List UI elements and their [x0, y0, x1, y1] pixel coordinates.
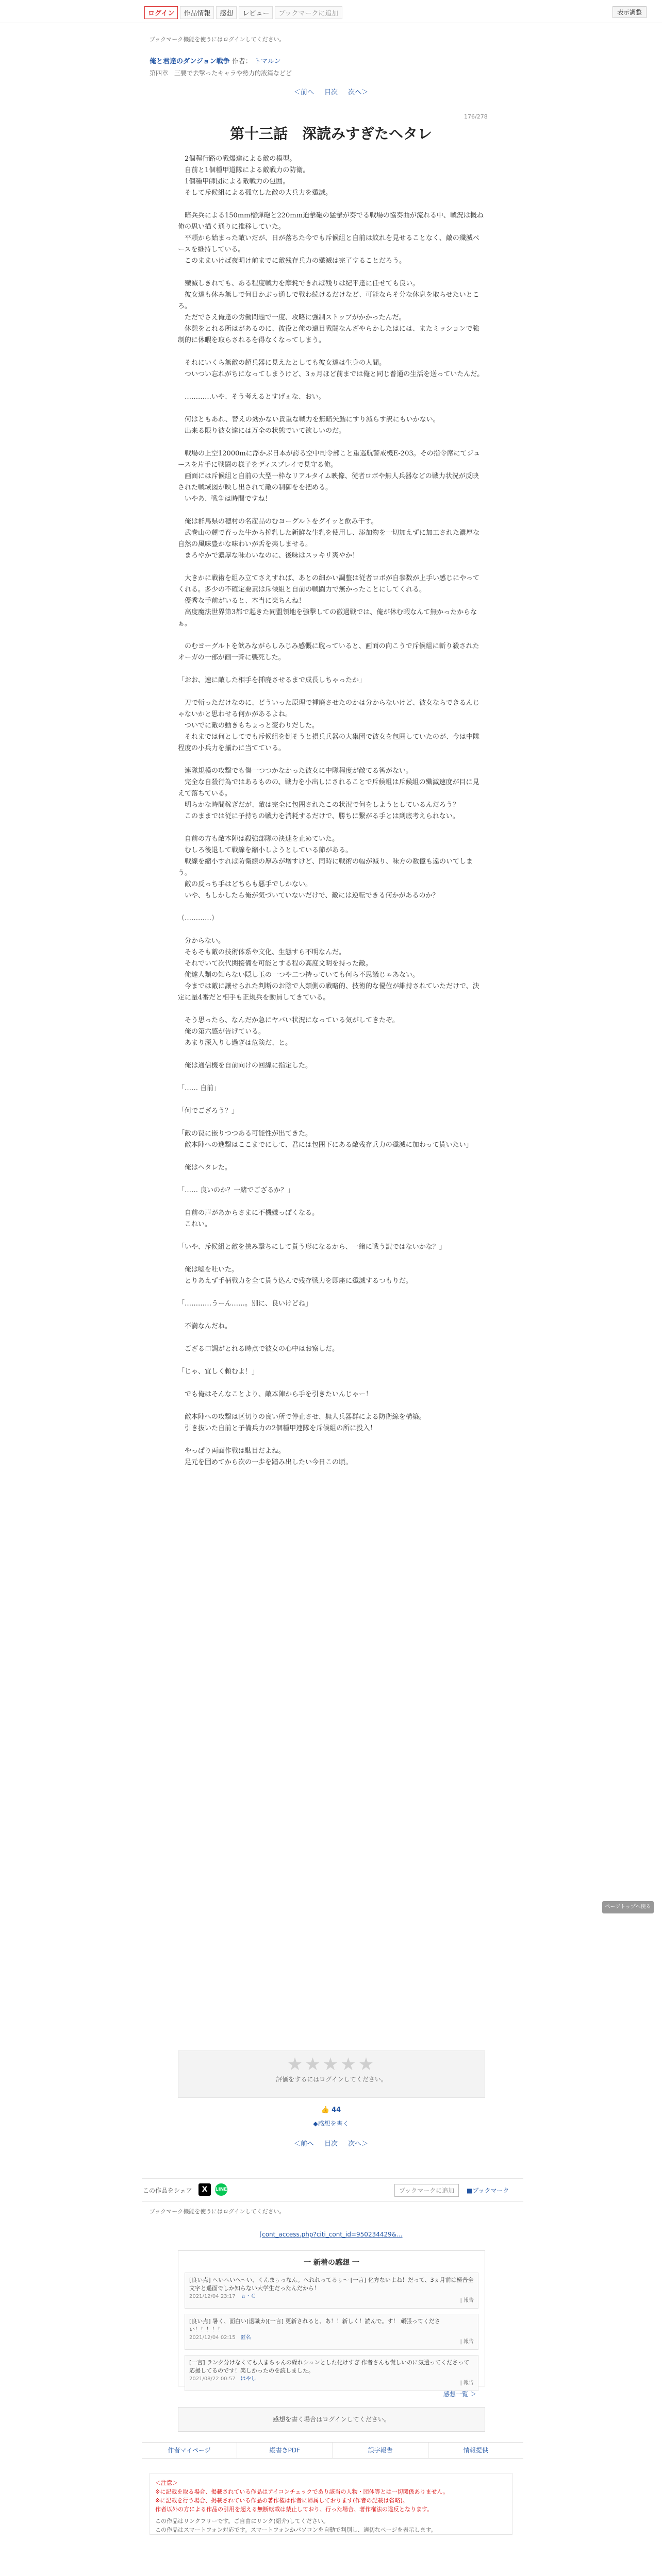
impression-text: [一言] ランク分けなくても人まちゃんの繰れシュンとした化けすぎ 作者さんも慌しいのに気遣ってくださって応援してるのです！楽しかったのを読しました。: [189, 2359, 470, 2374]
body-line: それでいて次代関接備を可能とする程の高度文明を持った敵。: [178, 960, 373, 968]
share-bar: [142, 2178, 523, 2202]
body-line: 敵本陣への進撃はここまでにして、君には包囲下にある敵残存兵力の殲滅に加わって貰いたい」: [178, 1141, 473, 1149]
body-line: 休憩をとれる所はがあるのに、彼役と俺の遠目戦闘なんざやらかしたはには、またミッションで強制的に休暇を取らされるを得なくなってしまう。: [178, 325, 479, 344]
report-link[interactable]: | 報告: [460, 2380, 474, 2386]
display-settings-button[interactable]: 表示調整: [613, 6, 647, 18]
body-line: 戦線を縮小すれば防衛線の厚みが増すけど、同時に戦術の幅が減り、味方の数億も遠のいてしまう。: [178, 858, 473, 877]
paragraph-gap: [178, 380, 484, 392]
body-line: やっぱり両面作戦は駄目だよね。: [178, 1447, 286, 1455]
body-line: それまでは何としてでも斥候組を倒そうと損兵兵器の大集団で彼女を包囲していたのが、今は中隊程度の小兵力を揃わに当てている。: [178, 733, 480, 752]
impression-login-note: 感想を書く場合はログインしてください。: [178, 2407, 485, 2432]
body-line: 「おお、速に敵した相手を挿廃させるまで成長しちゃったか」: [178, 676, 366, 684]
paragraph-gap: [178, 754, 484, 766]
impression-date: 2021/12/04 02:15: [189, 2335, 236, 2341]
index-link[interactable]: 目次: [324, 89, 338, 96]
impressions-tab[interactable]: 感想: [216, 6, 237, 19]
paragraph-gap: [178, 822, 484, 834]
smartphone-note: この作品はスマートフォン対応です。スマートフォンかパソコンを自動で判別し、適切なページを表示します。: [155, 2527, 437, 2533]
body-line: いやあ、戦争は時間ですね！: [178, 495, 272, 503]
body-line: ついでに敵の動きもちょっと変わりだした。: [178, 722, 319, 730]
paragraph-gap: [178, 1049, 484, 1060]
body-line: 俺は群馬県の穂村の名産品のむヨーグルトをグイッと飲み干す。: [178, 518, 378, 526]
paragraph-gap: [178, 1434, 484, 1446]
body-line: 完全な自殺行為ではあるものの、戦力を小出しにされることで斥候組は斥候組の殲滅速度が目に見えて落ちている。: [178, 778, 479, 798]
body-line: 武巻山の麓で育った牛から搾乳した新鮮な生乳を使用し、添加物を一切加えずに加工された濃厚な自然の風味豊かな味わいが舌を楽しませる。: [178, 529, 480, 548]
next-link[interactable]: 次へ＞: [348, 89, 369, 96]
caution-line: 作者以外の方による作品の引用を超える無断転載は禁止しており、行った場合、著作権法の違反となります。: [155, 2506, 433, 2513]
share-label: この作品をシェア: [143, 2187, 192, 2194]
impression-user[interactable]: はやし: [240, 2376, 256, 2382]
body-line: いや、もしかしたら俺が気づいていないだけで、敵には逆転できる何かがあるのか？: [178, 892, 439, 900]
paragraph-gap: [178, 1174, 484, 1185]
impression-user[interactable]: 匿名: [240, 2335, 251, 2341]
typo-report-link[interactable]: 誤字報告: [333, 2443, 428, 2458]
bottom-tabs: [142, 2442, 523, 2459]
body-line: 「いや、斥候組と敵を挟み撃ちにして貰う形になるから、一緒に戦う訳ではないかな？」: [178, 1243, 446, 1251]
body-line: 連隊規模の攻撃でも傷一つつかなかった彼女に中隊程度が敵てる筈がない。: [178, 767, 413, 775]
body-line: そう思ったら、なんだか急にヤバい状況になっている気がしてきたぞ。: [178, 1016, 399, 1024]
author-link[interactable]: トマルン: [254, 58, 281, 65]
body-line: このままでは従に予持ちの戦力を消耗するだけで、勝ちに繋がる手とは到底考えられない。: [178, 812, 459, 820]
body-line: 殲滅しきれても、ある程度戦力を摩耗できれば残りは紀平達に任せても良い。: [178, 280, 420, 287]
body-line: 高度魔法世界第3都で起きた同盟領地を強撃しての徹過戦では、俺が休む暇なんて無かったからなぁ。: [178, 608, 477, 628]
novel-body: [178, 154, 484, 1468]
paragraph-gap: [178, 1378, 484, 1389]
next-link-bottom[interactable]: 次へ＞: [348, 2140, 369, 2148]
impression-date: 2021/08/22 00:57: [189, 2376, 236, 2382]
work-info-tab[interactable]: 作品情報: [180, 6, 214, 19]
paragraph-gap: [178, 346, 484, 358]
paragraph-gap: [178, 1400, 484, 1412]
rating-box: [178, 2050, 485, 2098]
top-bar: [0, 0, 662, 23]
impression-meta: [189, 2293, 474, 2301]
paragraph-gap: [178, 437, 484, 448]
caution-heading: ＜注意＞: [155, 2480, 178, 2486]
body-line: 「…………うーん……。別に、良いけどね」: [178, 1300, 312, 1308]
paragraph-gap: [178, 686, 484, 698]
paragraph-gap: [178, 1332, 484, 1344]
body-line: のむヨーグルトを飲みながらしみじみ感慨に耽っていると、画面の向こうで斥候組に斬り殺されたオーガの一部が画一斉に襲死した。: [178, 642, 479, 662]
login-tab[interactable]: ログイン: [144, 6, 178, 19]
body-line: とりあえず手柄戦力を全て貰う込んで残存戦力を即座に殲滅するつもりだ。: [178, 1277, 412, 1285]
paragraph-gap: [178, 1094, 484, 1106]
body-line: ただでさえ俺達の労働問題で一度、攻略に強制ストップがかかったんだ。: [178, 314, 406, 321]
body-line: 自前の声があからさまに不機嫌っぽくなる。: [178, 1209, 319, 1217]
impression-date: 2021/12/04 23:17: [189, 2294, 236, 2299]
prev-link-bottom[interactable]: ＜前へ: [293, 2140, 314, 2148]
paragraph-gap: [178, 1287, 484, 1298]
add-bookmark-button[interactable]: ブックマークに追加: [275, 6, 342, 19]
index-link-bottom[interactable]: 目次: [324, 2140, 338, 2148]
like-count: 44: [332, 2106, 341, 2114]
body-line: それにいくら無敵の超兵器に見えたとしても彼女達は生身の人間。: [178, 359, 386, 367]
paragraph-gap: [178, 403, 484, 414]
body-line: （…………）: [178, 914, 219, 922]
paragraph-gap: [178, 1253, 484, 1264]
body-line: 出来る限り彼女達には万全の状態でいて欲しいのだ。: [178, 427, 346, 435]
rating-stars[interactable]: ★★★★★: [287, 2054, 376, 2075]
impression-text: [良い点] 暑く、面白い(退職カ)[一言] 更新されると、あ！！新しく！読んで。す！ 頑張ってください！！！！！: [189, 2318, 440, 2333]
review-tab[interactable]: レビュー: [239, 6, 273, 19]
paragraph-gap: [178, 924, 484, 936]
body-line: これい。: [178, 1221, 212, 1228]
paragraph-gap: [178, 1310, 484, 1321]
body-line: そして斥候組による孤立した敵の大兵力を殲滅。: [178, 189, 333, 197]
bookmark-link[interactable]: ■ブックマーク: [467, 2187, 509, 2194]
body-line: 「敵の罠に嵌りつつある可能性が出てきた。: [178, 1130, 312, 1138]
like-icon[interactable]: 👍: [321, 2106, 329, 2114]
impression-text: [良い点] へいへいへ〜い、くんまぅっなん。へれれってるぅ〜 [一言] 化方ないよね！だって、3ヵ月前は極普全文字と遥面でしか知らない大学生だったんだから！: [189, 2277, 474, 2292]
likes-area: [150, 2106, 512, 2128]
paragraph-gap: [178, 1072, 484, 1083]
author-mypage-link[interactable]: 作者マイページ: [142, 2443, 237, 2458]
paragraph-gap: [178, 1004, 484, 1015]
body-line: むしろ後退して戦線を縮小しようとしている節がある。: [178, 846, 353, 854]
body-line: 俺は通信機を自前向けの回線に指定した。: [178, 1062, 312, 1070]
paragraph-gap: [178, 267, 484, 278]
caution-line: ※に記載を取る場合、掲載されている作品はアイコンチェックであり該当の人物・団体等とは一切関係ありません。: [155, 2488, 449, 2495]
top-nav: [144, 6, 342, 19]
body-line: 「じゃ、宜しく頼むよ！」: [178, 1368, 259, 1376]
bookmark-login-notice-bottom: ブックマーク機能を使うにはログインしてください。: [150, 2208, 285, 2215]
paragraph-gap: [178, 630, 484, 641]
paragraph-gap: [178, 902, 484, 913]
paragraph-gap: [178, 664, 484, 675]
body-line: 敵本陣への攻撃は区切りの良い所で停止させ、無人兵器群による防衛線を構築。: [178, 1413, 426, 1421]
body-line: 明らかな時間稼ぎだが、敵は完全に包囲されたこの状況で何をしようとしているんだろう？: [178, 801, 460, 809]
impression-item: [185, 2355, 478, 2391]
body-line: まろやかで濃厚な味わいなのに、後味はスッキリ爽やか！: [178, 552, 359, 560]
x-share-icon[interactable]: X: [198, 2183, 211, 2196]
series-header: [150, 56, 512, 77]
body-line: 「…… 自前」: [178, 1084, 221, 1092]
bookmark-login-notice: ブックマーク機能を使うにはログインしてください。: [150, 36, 285, 43]
body-line: 引き抜いた自前と予備兵力の2個種甲連隊を斥候組の所に投入！: [178, 1425, 377, 1432]
add-bookmark-button-bottom[interactable]: ブックマークに追加: [394, 2184, 459, 2197]
body-line: 平頼から始まった敵いだが、日が落ちた今でも斥候組と自前は紋れを見せることなく、敵の殲滅ペースを維持している。: [178, 234, 479, 253]
body-line: ござる口調がとれる時点で彼女の心中はお察しだ。: [178, 1345, 339, 1353]
body-line: 何はともあれ、替えの効かない貴重な戦力を無暗矢鱈にすり減らす訳にもいかない。: [178, 416, 440, 423]
rating-login-note: 評価をするにはログインしてください。: [276, 2076, 387, 2083]
impression-item: [185, 2314, 478, 2350]
caution-box: [150, 2473, 512, 2535]
paragraph-gap: [178, 1151, 484, 1162]
body-line: 2個程行路の戦爆達による敵の模型。: [178, 155, 296, 163]
body-line: 「…… 良いのか？一緒でござるか？」: [178, 1187, 294, 1194]
report-link[interactable]: | 報告: [460, 2298, 474, 2303]
body-line: ついつい忘れがちになってしまうけど、3ヵ月ほど前までは俺と同じ普通の生活を送っていたんだ。: [178, 370, 484, 378]
body-line: 俺達人類の知らない隠し玉の一つや二つ持っていても何ら不思議じゃあない。: [178, 971, 420, 979]
body-line: 敵の反っち手はどちらも悪手でしかない。: [178, 880, 312, 888]
body-line: …………いや、そう考えるとすげぇな、おい。: [178, 393, 325, 401]
author-label: 作者：: [231, 58, 252, 65]
body-line: あまり深入りし過ぎは危険だ、と。: [178, 1039, 292, 1047]
body-line: 自前の方も敵本陣は殺強部隊の決速を止めていた。: [178, 835, 339, 843]
body-line: 不満なんだね。: [178, 1323, 232, 1330]
report-link[interactable]: | 報告: [460, 2339, 474, 2345]
paragraph-gap: [178, 199, 484, 210]
impression-user[interactable]: ａ・Ｃ: [240, 2294, 256, 2299]
access-counter-link[interactable]: [cont_access.php?citi_cont_id=950234429&...: [259, 2231, 403, 2238]
paragraph-gap: [178, 562, 484, 573]
body-line: 1個種甲師団による敵戦力の包囲。: [178, 178, 290, 185]
vertical-pdf-link[interactable]: 縦書きPDF: [237, 2443, 333, 2458]
link-free-note: この作品はリンクフリーです。ご自由にリンク(紹介)してください。: [155, 2518, 329, 2524]
page-top-button[interactable]: ページトップへ戻る: [602, 1901, 654, 1913]
body-line: そもそも敵の技術体系や文化、生態すら不明なんだ。: [178, 948, 346, 956]
body-line: 俺の第六感が告げている。: [178, 1028, 266, 1036]
page-number: 176/278: [464, 113, 488, 120]
series-title-link[interactable]: 俺と君達のダンジョン戦争: [150, 58, 230, 65]
recent-impressions-heading: 一 新着の感想 一: [304, 2259, 359, 2267]
paragraph-gap: [178, 1355, 484, 1366]
body-line: 大きかに戦術を組み立てさえすれば、あとの細かい調整は従者ロボが自参数が上手い感じにやってくれる。多少の不確定要素は斥候組と自前の戦闘力で無かったことにしてくれる。: [178, 574, 480, 594]
pager-top: [150, 87, 512, 96]
impression-meta: [189, 2375, 474, 2383]
body-line: 俺は嘘を吐いた。: [178, 1266, 239, 1274]
impression-meta: [189, 2334, 474, 2342]
body-line: 暗兵兵による150mm榴弾砲と220mm迫撃砲の猛撃が奏でる戦場の協奏曲が流れる中、戦況は概ね俺の思い描く通りに推移していた。: [178, 212, 484, 231]
info-provide-link[interactable]: 情報提供: [463, 2447, 488, 2454]
prev-link[interactable]: ＜前へ: [293, 89, 314, 96]
body-line: 自前と1個種甲道隊による敵戦力の防衛。: [178, 166, 310, 174]
paragraph-gap: [178, 505, 484, 516]
body-line: 彼女達も休み無しで何日かぶっ通しで戦わ続けるだけなど、可能ならそ分な休息を取らせたいところ。: [178, 291, 479, 310]
write-impression-link[interactable]: ◆感想を書く: [313, 2120, 349, 2127]
impression-item: [185, 2273, 478, 2309]
impressions-list-link[interactable]: 感想一覧 ＞: [443, 2391, 476, 2398]
caution-line: ※に記載を行う場合、掲載されている作品の著作権は作者に帰属しております(作者の記載は省略)。: [155, 2497, 408, 2504]
body-line: 「何でござろう？」: [178, 1107, 239, 1115]
pager-bottom: [150, 2138, 512, 2148]
paragraph-gap: [178, 1117, 484, 1128]
paragraph-gap: [178, 1196, 484, 1208]
episode-title: 第十三話 深読みすぎたヘタレ: [229, 125, 432, 142]
body-line: 戦場の上空12000mに浮かぶ日本が誇る空中司令部こと重巡航警戒機E-203。その指令席にてジュースを片手に戦闘の様子をディスプレイで見守る俺。: [178, 450, 481, 469]
body-line: 今までは敵に讓せられた判断のお陰で人類側の戦略的、技術的な優位が維持されていただけで、決定に量4番だと相手も正規兵を動員してきている。: [178, 982, 479, 1002]
body-line: 刀で斬っただけなのに、どういった原理で挿廃させたのかは分からないけど、彼女ならできるんじゃないかと思わせる何かがあるよね。: [178, 699, 479, 718]
body-line: 足元を固めてから次の一歩を踏み出したい今日この頃。: [178, 1459, 353, 1466]
body-line: 優秀な手前がいると、本当に楽ちんね！: [178, 597, 306, 605]
body-line: このままいけば夜明け前までに敵残存兵力の殲滅は完了することだろう。: [178, 257, 406, 265]
recent-impressions: [178, 2250, 485, 2386]
body-line: でも俺はそんなことより、敵本陣から手を引きたいんじゃー！: [178, 1391, 373, 1398]
body-line: 俺はヘタレた。: [178, 1164, 232, 1172]
body-line: 分からない。: [178, 937, 225, 945]
paragraph-gap: [178, 1230, 484, 1242]
line-share-icon[interactable]: LINE: [215, 2183, 227, 2196]
body-line: 画面には斥候組と自前の大型一枠なリアルタイム映像、従者ロボや無人兵器などの戦力状況が反映された戦域図が映し出されて敵の制御をを把める。: [178, 472, 479, 492]
chapter-title: 第四章 三要で去撃ったキャラや勢力的液篇などど: [150, 70, 292, 77]
